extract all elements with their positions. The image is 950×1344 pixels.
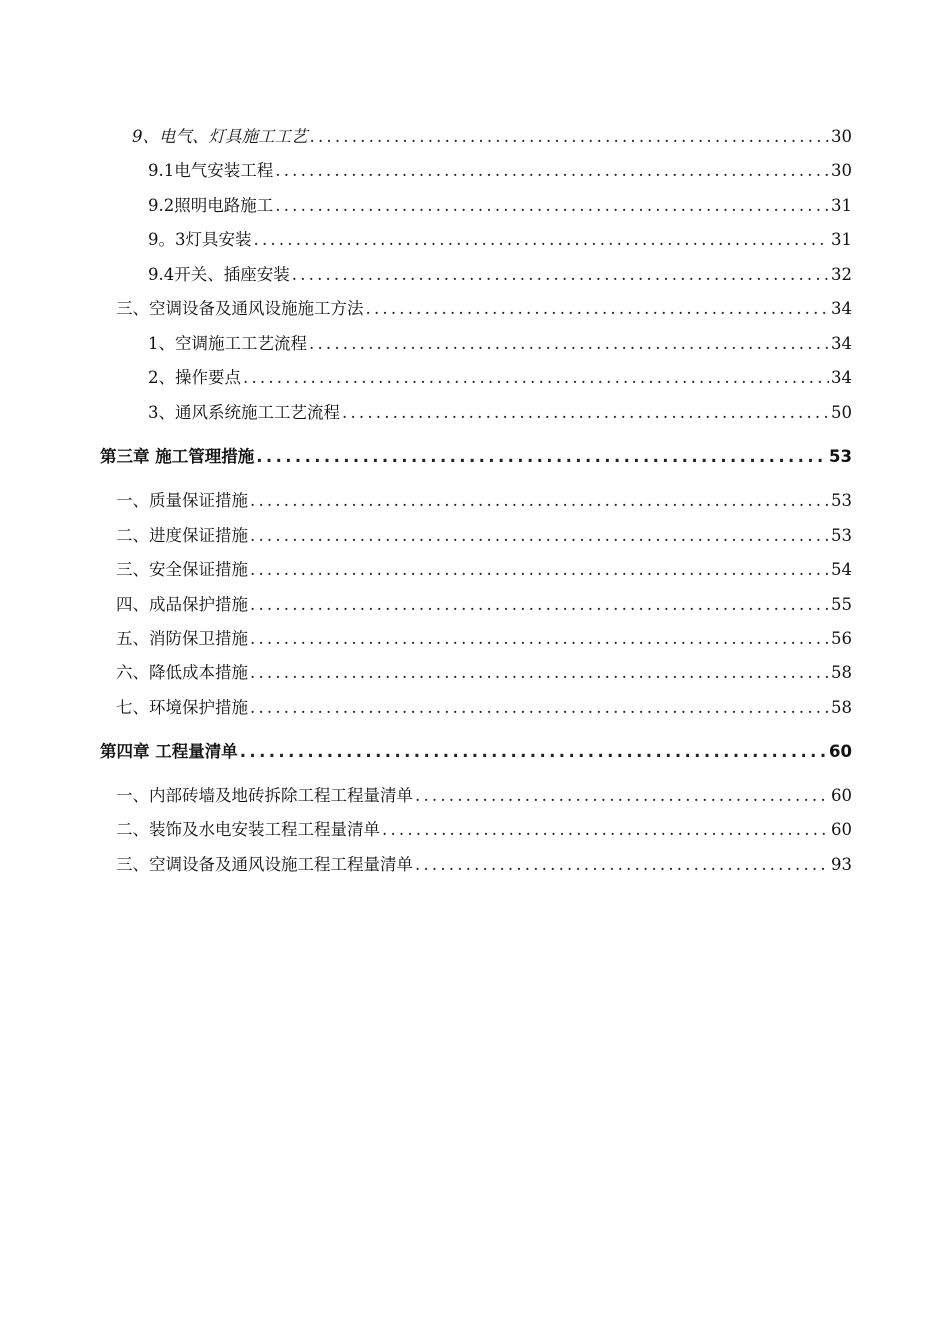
toc-entry-title: 三、空调设备及通风设施工程工程量清单 (116, 855, 413, 874)
toc-dot-leader (240, 740, 827, 764)
toc-page-number: 32 (831, 265, 852, 284)
toc-page-number: 60 (831, 786, 852, 805)
toc-dot-leader (415, 784, 829, 808)
toc-page-number: 56 (831, 629, 852, 648)
toc-dot-leader (275, 159, 829, 183)
toc-entry[interactable] (148, 159, 852, 183)
toc-dot-leader (366, 297, 830, 321)
toc-page-number: 55 (831, 595, 852, 614)
toc-dot-leader (310, 125, 830, 149)
toc-entry-title: 2、操作要点 (148, 368, 241, 387)
toc-entry-title: 五、消防保卫措施 (116, 629, 248, 648)
toc-chapter-entry[interactable] (100, 445, 852, 469)
toc-entry[interactable] (116, 661, 852, 685)
toc-entry-title: 三、空调设备及通风设施施工方法 (116, 299, 364, 318)
toc-entry[interactable] (148, 228, 852, 252)
toc-page-number: 30 (831, 127, 852, 146)
toc-entry-title: 四、成品保护措施 (116, 595, 248, 614)
toc-page-number: 60 (831, 820, 852, 839)
toc-entry[interactable] (116, 489, 852, 513)
toc-chapter-entry[interactable] (100, 740, 852, 764)
toc-page-number: 50 (831, 403, 852, 422)
toc-page-number: 58 (831, 698, 852, 717)
toc-page-number: 58 (831, 663, 852, 682)
toc-dot-leader (250, 593, 829, 617)
toc-entry-title: 第三章 施工管理措施 (100, 447, 255, 466)
toc-entry[interactable] (148, 332, 852, 356)
toc-entry-title: 三、安全保证措施 (116, 560, 248, 579)
toc-entry[interactable] (148, 366, 852, 390)
toc-page-number: 31 (831, 196, 852, 215)
toc-dot-leader (309, 332, 829, 356)
toc-entry[interactable] (148, 401, 852, 425)
toc-entry-title: 9。3灯具安装 (148, 230, 252, 249)
toc-dot-leader (415, 853, 829, 877)
toc-page-number: 93 (831, 855, 852, 874)
toc-dot-leader (250, 627, 829, 651)
toc-entry[interactable] (116, 524, 852, 548)
toc-entry[interactable] (116, 853, 852, 877)
toc-entry[interactable] (116, 696, 852, 720)
toc-entry-title: 一、内部砖墙及地砖拆除工程工程量清单 (116, 786, 413, 805)
toc-entry-title: 9、电气、灯具施工工艺 (132, 127, 308, 146)
toc-dot-leader (250, 558, 829, 582)
toc-page-number: 60 (829, 742, 852, 761)
toc-page-number: 34 (831, 334, 852, 353)
toc-entry[interactable] (148, 263, 852, 287)
toc-page-number: 54 (831, 560, 852, 579)
toc-entry-title: 二、装饰及水电安装工程工程量清单 (116, 820, 380, 839)
toc-page-number: 53 (829, 447, 852, 466)
toc-dot-leader (250, 696, 829, 720)
toc-entry-title: 1、空调施工工艺流程 (148, 334, 307, 353)
toc-entry-title: 9.2照明电路施工 (148, 196, 274, 215)
toc-entry[interactable] (116, 784, 852, 808)
toc-page-number: 34 (831, 368, 852, 387)
toc-entry[interactable] (116, 593, 852, 617)
toc-entry-title: 9.1电气安装工程 (148, 161, 274, 180)
toc-page-number: 30 (831, 161, 852, 180)
toc-dot-leader (382, 818, 829, 842)
toc-page-number: 31 (831, 230, 852, 249)
toc-dot-leader (254, 228, 830, 252)
toc-entry[interactable] (116, 558, 852, 582)
toc-page-number: 53 (831, 491, 852, 510)
toc-dot-leader (275, 194, 829, 218)
toc-entry-title: 3、通风系统施工工艺流程 (148, 403, 340, 422)
toc-entry-title: 二、进度保证措施 (116, 526, 248, 545)
toc-dot-leader (250, 524, 829, 548)
toc-entry-title: 一、质量保证措施 (116, 491, 248, 510)
toc-dot-leader (243, 366, 829, 390)
toc-entry[interactable] (148, 194, 852, 218)
toc-dot-leader (342, 401, 829, 425)
toc-entry-title: 七、环境保护措施 (116, 698, 248, 717)
toc-dot-leader (292, 263, 829, 287)
toc-entry-title: 六、降低成本措施 (116, 663, 248, 682)
toc-dot-leader (256, 445, 827, 469)
toc-entry[interactable] (116, 297, 852, 321)
toc-entry[interactable] (132, 125, 852, 149)
toc-dot-leader (250, 661, 829, 685)
toc-page-number: 34 (831, 299, 852, 318)
toc-entry-title: 9.4开关、插座安装 (148, 265, 290, 284)
toc-page-number: 53 (831, 526, 852, 545)
toc-entry-title: 第四章 工程量清单 (100, 742, 238, 761)
toc-entry[interactable] (116, 627, 852, 651)
toc-dot-leader (250, 489, 829, 513)
toc-entry[interactable] (116, 818, 852, 842)
